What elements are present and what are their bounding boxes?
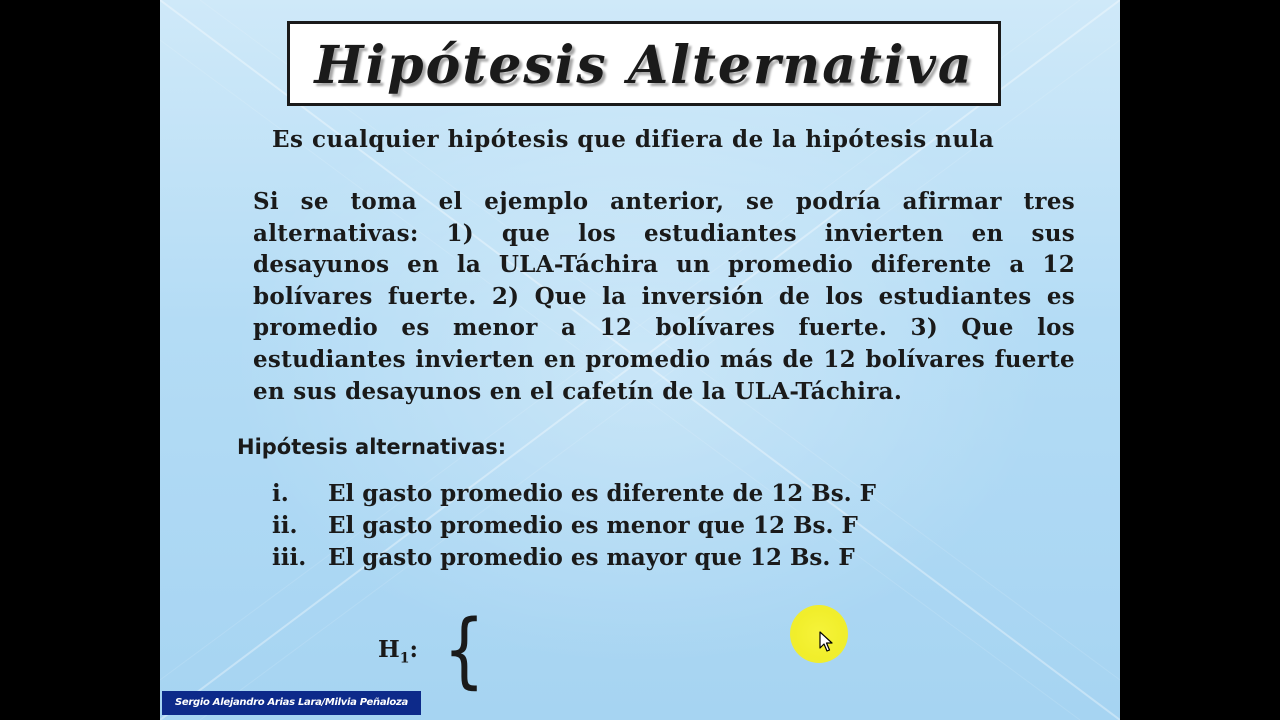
title-box <box>287 21 1001 106</box>
slide <box>160 0 1120 720</box>
list-item <box>272 478 876 510</box>
list-item <box>272 510 876 542</box>
author-footer: Sergio Alejandro Arias Lara/Milvia Peñaloza <box>162 691 421 715</box>
definition-text: Es cualquier hipótesis que difiera de la hipótesis nula <box>272 126 995 153</box>
h1-colon: : <box>409 636 418 663</box>
h1-letter: H <box>378 636 400 663</box>
example-paragraph: Si se toma el ejemplo anterior, se podría afirmar tres alternativas: 1) que los estudiantes invierten en sus desayunos en la ULA-Táchira un promedio diferente a 12 bolívares fuerte. 2) Que la inversión de los estudiantes es promedio es menor a 12 bolívares fuerte. 3) Que los estudiantes invierten en promedio más de 12 bolívares fuerte en sus desayunos en el cafetín de la ULA-Táchira. <box>253 188 1075 405</box>
list-item-text: El gasto promedio es diferente de 12 Bs. F <box>328 480 877 507</box>
h1-subscript: 1 <box>399 650 410 667</box>
curly-brace: { <box>443 603 485 698</box>
list-item-text: El gasto promedio es mayor que 12 Bs. F <box>328 544 855 571</box>
list-item-text: El gasto promedio es menor que 12 Bs. F <box>328 512 858 539</box>
alternatives-list <box>272 478 876 574</box>
list-item-number: iii. <box>272 544 307 571</box>
list-item-number: ii. <box>272 512 298 539</box>
list-item-number: i. <box>272 480 289 507</box>
h1-label <box>378 636 418 667</box>
slide-title: Hipótesis Alternativa <box>314 35 974 96</box>
mouse-pointer-icon <box>819 631 833 653</box>
alternatives-heading: Hipótesis alternativas: <box>237 435 507 459</box>
list-item <box>272 542 876 574</box>
